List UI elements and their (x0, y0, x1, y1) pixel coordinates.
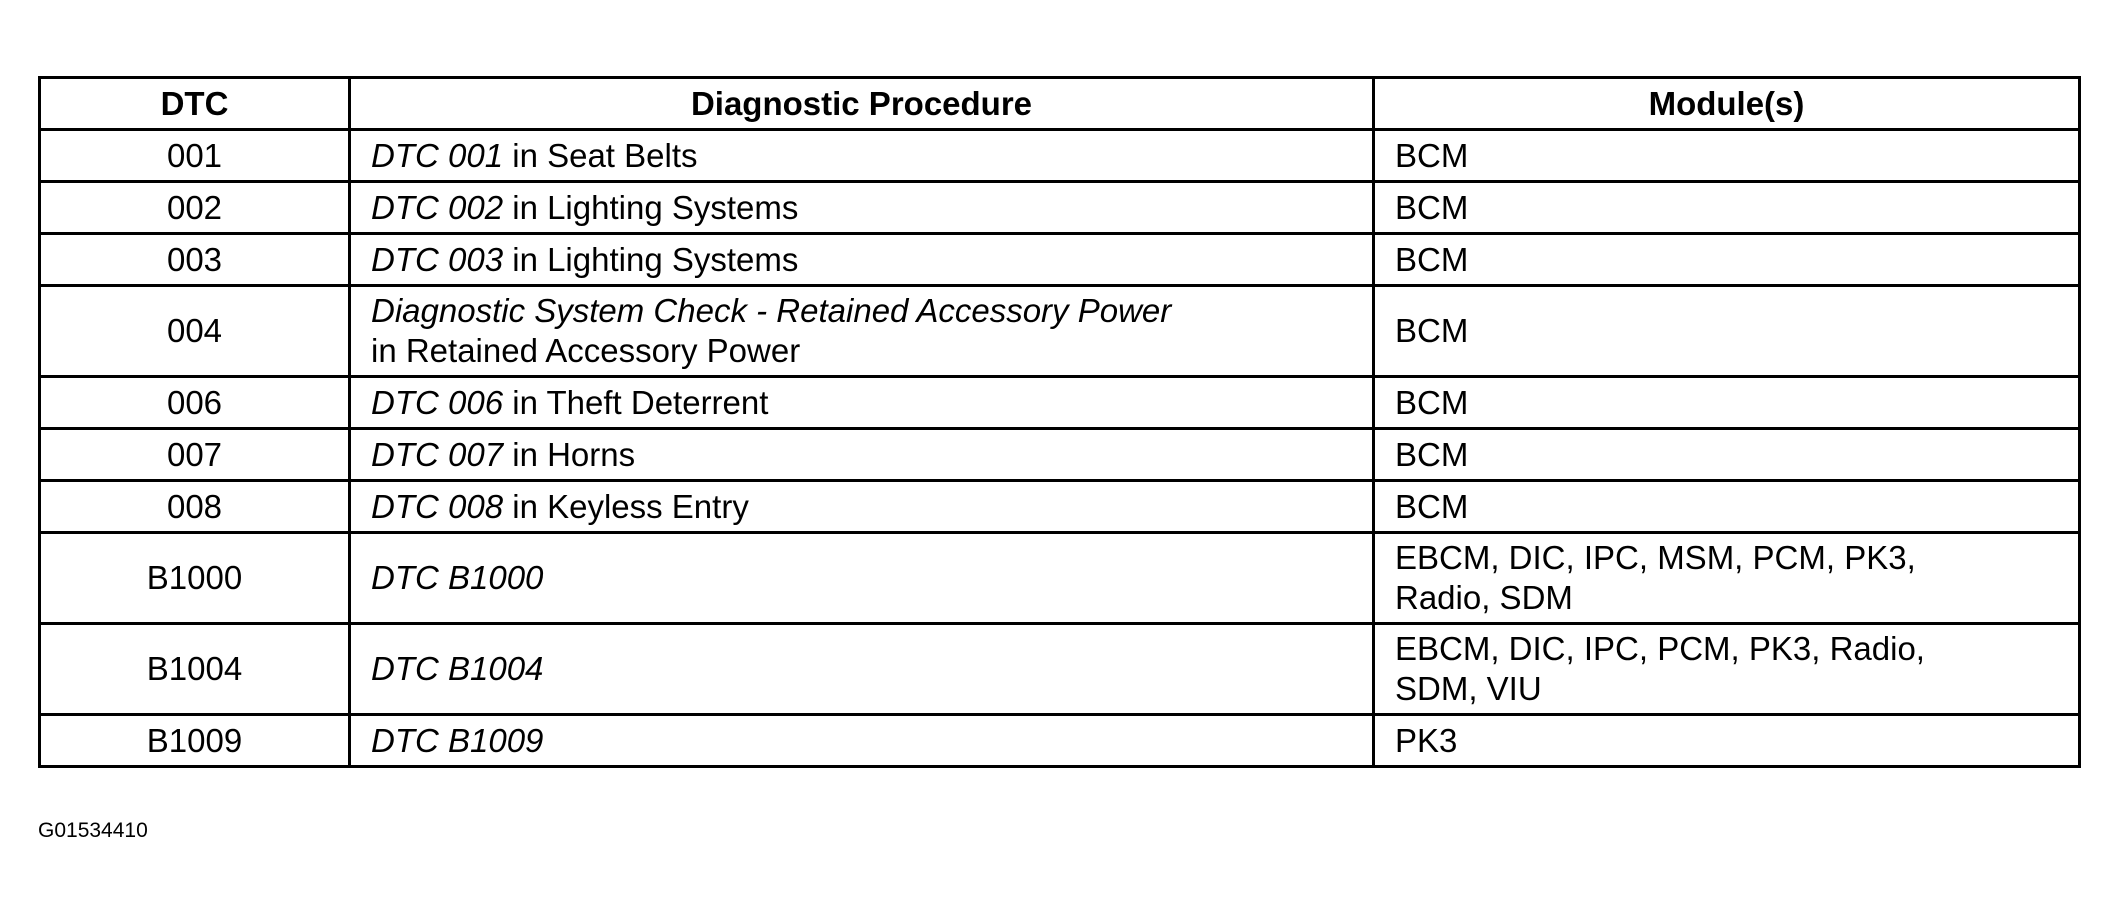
diagnostic-procedure (350, 715, 1374, 767)
table-row (40, 481, 2080, 533)
diagnostic-procedure (350, 624, 1374, 715)
procedure-location: in Retained Accessory Power (371, 332, 801, 369)
diagnostic-procedure (350, 481, 1374, 533)
table-row (40, 130, 2080, 182)
modules (1374, 533, 2080, 624)
procedure-location: in Horns (503, 435, 636, 473)
header-row (40, 78, 2080, 130)
procedure-location: in Lighting Systems (503, 240, 799, 278)
modules (1374, 624, 2080, 715)
procedure-link-text: Diagnostic System Check - Retained Accessory Power (371, 292, 1172, 329)
procedure-link-text: DTC 001 (371, 136, 504, 174)
dtc-code: 003 (40, 234, 350, 286)
header-modules: Module(s) (1374, 78, 2080, 130)
figure-id: G01534410 (38, 819, 148, 842)
modules: BCM (1374, 429, 2080, 481)
modules-line: EBCM, DIC, IPC, MSM, PCM, PK3, (1395, 539, 1916, 576)
procedure-link-text: DTC 008 (371, 487, 504, 525)
modules-line: EBCM, DIC, IPC, PCM, PK3, Radio, (1395, 630, 1925, 667)
dtc-code: 006 (40, 377, 350, 429)
modules: BCM (1374, 481, 2080, 533)
table-row (40, 286, 2080, 377)
modules: BCM (1374, 182, 2080, 234)
modules-line: Radio, SDM (1395, 579, 1573, 616)
procedure-link-text: DTC B1000 (371, 559, 544, 596)
diagnostic-procedure (350, 533, 1374, 624)
table-row (40, 182, 2080, 234)
header-dtc: DTC (40, 78, 350, 130)
dtc-code: B1004 (40, 624, 350, 715)
procedure-location: in Seat Belts (503, 136, 698, 174)
modules: BCM (1374, 377, 2080, 429)
diagnostic-procedure (350, 182, 1374, 234)
dtc-code: 001 (40, 130, 350, 182)
procedure-link-text: DTC 006 (371, 383, 504, 421)
diagnostic-procedure (350, 429, 1374, 481)
procedure-link-text: DTC 002 (371, 188, 504, 226)
table-row (40, 715, 2080, 767)
modules-line: SDM, VIU (1395, 670, 1542, 707)
dtc-code: B1000 (40, 533, 350, 624)
dtc-code: 002 (40, 182, 350, 234)
dtc-table (38, 76, 2081, 768)
diagnostic-procedure (350, 377, 1374, 429)
modules: BCM (1374, 234, 2080, 286)
table-row (40, 234, 2080, 286)
dtc-code: 004 (40, 286, 350, 377)
procedure-location: in Theft Deterrent (503, 383, 769, 421)
table-row (40, 533, 2080, 624)
procedure-link-text: DTC B1004 (371, 650, 544, 687)
dtc-code: 007 (40, 429, 350, 481)
modules: BCM (1374, 286, 2080, 377)
procedure-link-text: DTC 003 (371, 240, 504, 278)
diagnostic-procedure (350, 286, 1374, 377)
modules: BCM (1374, 130, 2080, 182)
table-row (40, 624, 2080, 715)
diagnostic-procedure (350, 130, 1374, 182)
procedure-link-text: DTC 007 (371, 435, 504, 473)
diagnostic-procedure (350, 234, 1374, 286)
procedure-location: in Lighting Systems (503, 188, 799, 226)
table-row (40, 429, 2080, 481)
procedure-link-text: DTC B1009 (371, 721, 544, 759)
dtc-code: B1009 (40, 715, 350, 767)
procedure-location: in Keyless Entry (503, 487, 749, 525)
dtc-code: 008 (40, 481, 350, 533)
header-diagnostic-procedure: Diagnostic Procedure (350, 78, 1374, 130)
table-row (40, 377, 2080, 429)
modules: PK3 (1374, 715, 2080, 767)
